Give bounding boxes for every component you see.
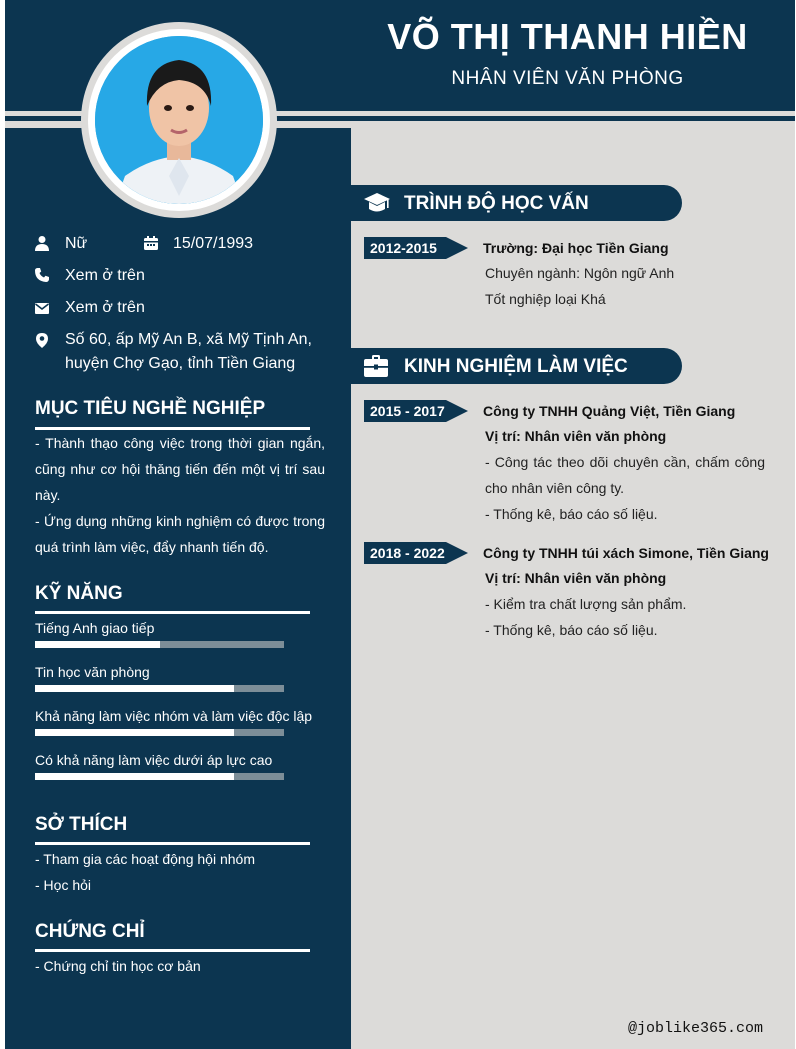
experience-company: Công ty TNHH Quảng Việt, Tiền Giang xyxy=(483,403,736,419)
skill-label: Khả năng làm việc nhóm và làm việc độc lập xyxy=(35,708,313,724)
certificate-item: - Chứng chỉ tin học cơ bản xyxy=(35,958,201,974)
birthday-value: 15/07/1993 xyxy=(173,235,254,252)
certificates-heading: CHỨNG CHỈ xyxy=(35,921,145,942)
skill-label: Tiếng Anh giao tiếp xyxy=(35,620,155,636)
education-heading: TRÌNH ĐỘ HỌC VẤN xyxy=(404,193,589,214)
gender-value: Nữ xyxy=(65,235,88,252)
skill-label: Có khả năng làm việc dưới áp lực cao xyxy=(35,752,273,768)
person-icon xyxy=(34,235,50,251)
experience-period: 2015 - 2017 xyxy=(370,403,445,419)
address-line-2: huyện Chợ Gạo, tỉnh Tiền Giang xyxy=(65,355,296,372)
experience-duty: - Thống kê, báo cáo số liệu. xyxy=(485,622,658,638)
experience-duty: - Thống kê, báo cáo số liệu. xyxy=(485,506,658,522)
location-pin-icon xyxy=(34,332,50,348)
experience-position: Vị trí: Nhân viên văn phòng xyxy=(485,428,667,444)
experience-heading: KINH NGHIỆM LÀM VIỆC xyxy=(404,356,628,377)
calendar-icon xyxy=(143,235,159,251)
phone-icon xyxy=(34,267,50,283)
experience-duty: - Kiểm tra chất lượng sản phẩm. xyxy=(485,596,687,612)
candidate-name: VÕ THỊ THANH HIỀN xyxy=(387,16,748,57)
skill-bar xyxy=(35,685,284,692)
objective-line: - Ứng dụng những kinh nghiệm có được trong xyxy=(35,513,325,529)
hobbies-rule xyxy=(35,842,310,845)
email-value: Xem ở trên xyxy=(65,299,145,316)
experience-position: Vị trí: Nhân viên văn phòng xyxy=(485,570,667,586)
objective-line: cũng như cơ hội thăng tiến đến một vị trí sau xyxy=(35,461,325,477)
skill-bar-fill xyxy=(35,685,234,692)
objective-line: quá trình làm việc, đẩy nhanh tiến độ. xyxy=(35,539,269,555)
candidate-title: NHÂN VIÊN VĂN PHÒNG xyxy=(451,68,684,89)
briefcase-icon xyxy=(363,354,389,379)
hobby-item: - Tham gia các hoạt động hội nhóm xyxy=(35,851,255,867)
skill-bar-fill xyxy=(35,641,160,648)
phone-value: Xem ở trên xyxy=(65,267,145,284)
avatar xyxy=(95,36,263,204)
skills-heading: KỸ NĂNG xyxy=(35,583,123,604)
skill-bar-fill xyxy=(35,729,234,736)
skill-label: Tin học văn phòng xyxy=(35,664,150,680)
skills-rule xyxy=(35,611,310,614)
hobbies-heading: SỞ THÍCH xyxy=(35,814,128,835)
skill-bar xyxy=(35,641,284,648)
education-grade: Tốt nghiệp loại Khá xyxy=(485,291,606,307)
graduation-cap-icon xyxy=(363,191,391,215)
email-icon xyxy=(34,300,50,316)
experience-duty: cho nhân viên công ty. xyxy=(485,480,625,496)
objective-heading: MỤC TIÊU NGHỀ NGHIỆP xyxy=(35,398,266,419)
education-period: 2012-2015 xyxy=(370,240,437,256)
experience-period: 2018 - 2022 xyxy=(370,545,445,561)
education-date-tag xyxy=(364,237,468,259)
objective-line: này. xyxy=(35,487,61,503)
education-school: Trường: Đại học Tiền Giang xyxy=(483,240,669,256)
skill-bar xyxy=(35,773,284,780)
experience-company: Công ty TNHH túi xách Simone, Tiền Giang xyxy=(483,545,769,561)
watermark: @joblike365.com xyxy=(628,1020,764,1037)
skill-bar xyxy=(35,729,284,736)
hobby-item: - Học hỏi xyxy=(35,877,92,893)
skill-bar-fill xyxy=(35,773,234,780)
experience-date-tag xyxy=(364,542,468,564)
address-line-1: Số 60, ấp Mỹ An B, xã Mỹ Tịnh An, xyxy=(65,331,312,348)
experience-date-tag xyxy=(364,400,468,422)
experience-duty: - Công tác theo dõi chuyên cần, chấm công xyxy=(485,454,765,470)
objective-line: - Thành thạo công việc trong thời gian ngắn, xyxy=(35,435,325,451)
education-major: Chuyên ngành: Ngôn ngữ Anh xyxy=(485,265,675,281)
certificates-rule xyxy=(35,949,310,952)
